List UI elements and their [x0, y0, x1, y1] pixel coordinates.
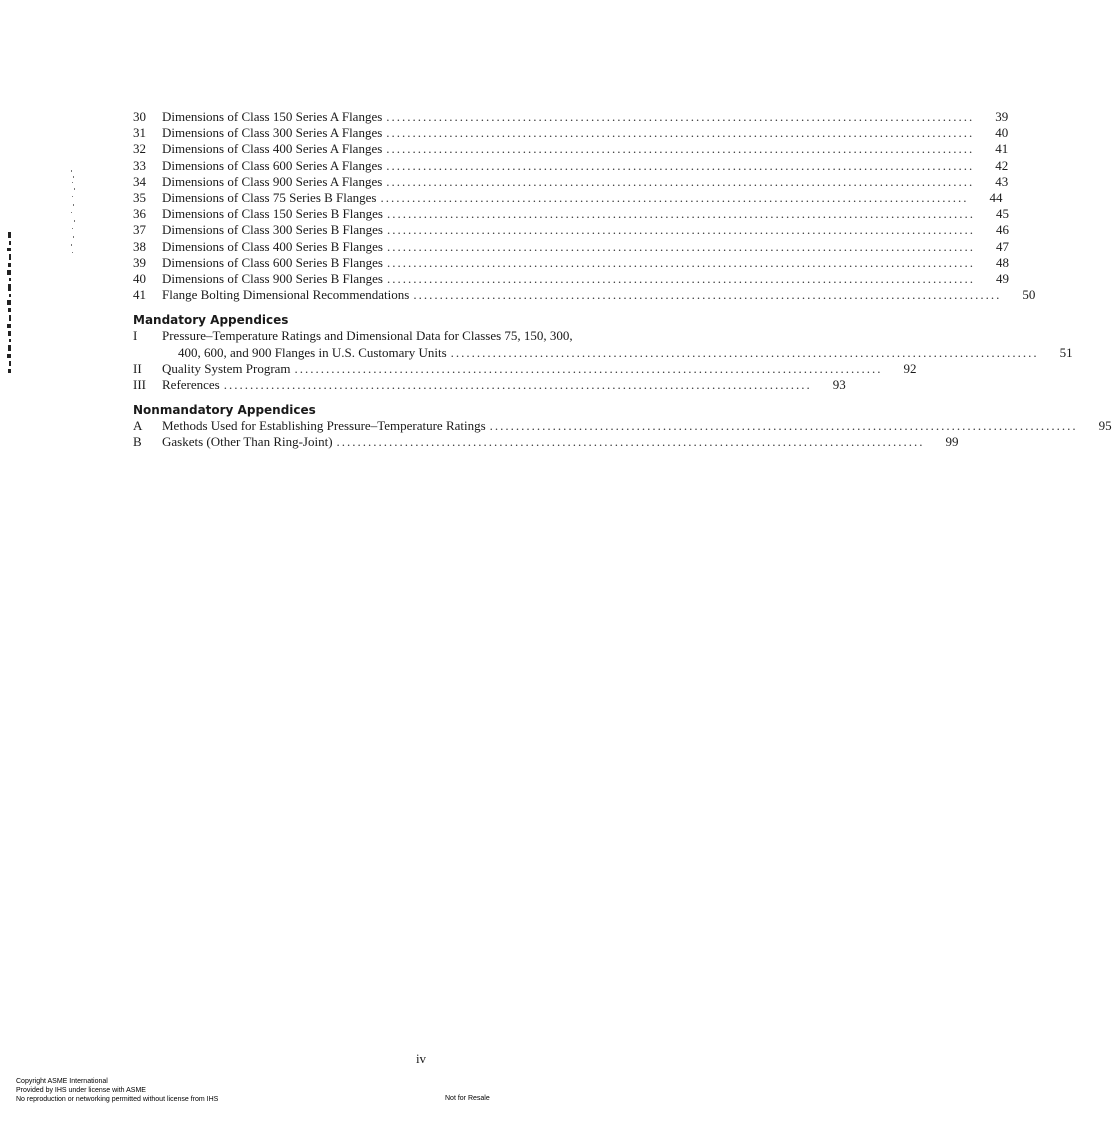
toc-entry[interactable]: [133, 157, 1009, 174]
toc-entry[interactable]: [133, 109, 1009, 125]
toc-entry-page: 93: [832, 377, 846, 393]
copyright-line: Copyright ASME International: [16, 1078, 108, 1085]
leader-dots: ................................................................................................................: [386, 125, 975, 141]
toc-entry-number: 33: [133, 157, 146, 173]
nonmandatory-appendices-heading: Nonmandatory Appendices: [133, 403, 316, 418]
toc-entry[interactable]: [133, 328, 1073, 360]
toc-entry-title-line2: 400, 600, and 900 Flanges in U.S. Customary Units: [178, 344, 447, 360]
toc-entry-page: 44: [989, 190, 1003, 206]
toc-entry-page: 47: [996, 238, 1009, 254]
toc-entry[interactable]: [133, 254, 1009, 271]
leader-dots: ................................................................................................................: [413, 287, 1002, 303]
table-of-contents: [133, 109, 1112, 451]
leader-dots: ................................................................................................................: [223, 377, 812, 393]
toc-entry[interactable]: [133, 287, 1036, 303]
toc-entry-title: Methods Used for Establishing Pressure–Temperature Ratings: [162, 418, 486, 434]
leader-dots: ................................................................................................................: [386, 157, 975, 173]
toc-entry-title: Gaskets (Other Than Ring-Joint): [162, 434, 333, 450]
toc-entry[interactable]: [133, 141, 1009, 157]
toc-entry-page: 41: [995, 141, 1009, 157]
leader-dots: ................................................................................................................: [489, 418, 1078, 434]
leader-dots: ................................................................................................................: [387, 206, 975, 222]
toc-entry-page: 92: [903, 360, 917, 376]
toc-entry[interactable]: [133, 434, 959, 450]
toc-entry-title: Dimensions of Class 900 Series A Flanges: [162, 173, 383, 189]
leader-dots: ................................................................................................................: [380, 190, 969, 206]
page-number: iv: [415, 1051, 427, 1066]
leader-dots: ................................................................................................................: [386, 141, 975, 157]
toc-entry-number: 35: [133, 190, 146, 206]
toc-entry-title: Dimensions of Class 300 Series A Flanges: [162, 125, 383, 141]
toc-entry-title: Dimensions of Class 150 Series B Flanges: [162, 206, 383, 222]
toc-entry-title: Dimensions of Class 75 Series B Flanges: [162, 190, 377, 206]
toc-entry[interactable]: [133, 206, 1009, 222]
toc-entry-number: 37: [133, 222, 146, 238]
toc-entry-number: 41: [133, 287, 146, 303]
toc-entry-title-line1: Pressure–Temperature Ratings and Dimensional Data for Classes 75, 150, 300,: [162, 328, 573, 344]
toc-entry[interactable]: [133, 125, 1009, 141]
toc-entry-title: Dimensions of Class 300 Series B Flanges: [162, 222, 383, 238]
leader-dots: ................................................................................................................: [387, 238, 975, 254]
leader-dots: ................................................................................................................: [387, 222, 975, 238]
toc-entry-page: 48: [996, 254, 1009, 270]
toc-entry[interactable]: [133, 360, 917, 377]
copyright-notice: [16, 1077, 218, 1104]
toc-entry[interactable]: [133, 238, 1009, 255]
toc-entry-page: 45: [996, 206, 1009, 222]
toc-entry[interactable]: [133, 418, 1112, 434]
toc-entry-number: 39: [133, 254, 146, 270]
toc-entry-page: 49: [996, 271, 1009, 287]
mandatory-appendices-heading: Mandatory Appendices: [133, 313, 289, 328]
leader-dots: ................................................................................................................: [387, 271, 975, 287]
toc-entry-title: Dimensions of Class 600 Series B Flanges: [162, 254, 383, 270]
toc-entry[interactable]: [133, 190, 1003, 206]
toc-entry-number: 40: [133, 271, 146, 287]
toc-entry-number: 36: [133, 206, 146, 222]
not-for-resale-notice: Not for Resale: [445, 1095, 490, 1102]
copyright-line: No reproduction or networking permitted without license from IHS: [16, 1096, 219, 1103]
leader-dots: ................................................................................................................: [450, 344, 1039, 360]
toc-entry-number: 31: [133, 125, 146, 141]
toc-entry-number: 32: [133, 141, 146, 157]
toc-entry-page: 99: [945, 434, 959, 450]
leader-dots: ................................................................................................................: [387, 254, 975, 270]
toc-entry-page: 42: [995, 157, 1009, 173]
toc-entry-number: III: [133, 377, 146, 393]
toc-entry-title: Dimensions of Class 400 Series A Flanges: [162, 141, 383, 157]
toc-entry-page: 40: [995, 125, 1009, 141]
toc-entry[interactable]: [133, 377, 846, 393]
leader-dots: ................................................................................................................: [386, 109, 975, 124]
toc-entry-title: References: [162, 377, 220, 393]
toc-entry-page: 51: [1059, 344, 1073, 360]
toc-entry-number: I: [133, 328, 138, 344]
toc-entry[interactable]: [133, 173, 1009, 190]
toc-entry-number: 30: [133, 109, 146, 124]
copyright-line: Provided by IHS under license with ASME: [16, 1087, 146, 1094]
toc-entry-title: Flange Bolting Dimensional Recommendations: [162, 287, 410, 303]
toc-entry-number: A: [133, 418, 143, 434]
toc-entry[interactable]: [133, 271, 1009, 287]
toc-entry-title: Dimensions of Class 150 Series A Flanges: [162, 109, 383, 124]
leader-dots: ................................................................................................................: [294, 360, 883, 376]
toc-entry-title: Quality System Program: [162, 360, 291, 376]
toc-entry-number: B: [133, 434, 142, 450]
toc-entry-title: Dimensions of Class 400 Series B Flanges: [162, 238, 383, 254]
toc-entry-number: 38: [133, 238, 146, 254]
toc-entry-page: 50: [1022, 287, 1036, 303]
toc-entry-number: 34: [133, 173, 146, 189]
toc-entry-title: Dimensions of Class 600 Series A Flanges: [162, 157, 383, 173]
toc-entry-page: 39: [995, 109, 1009, 124]
toc-entry-page: 43: [995, 173, 1009, 189]
toc-entry-page: 46: [996, 222, 1009, 238]
leader-dots: ................................................................................................................: [336, 434, 925, 450]
toc-entry[interactable]: [133, 222, 1009, 238]
margin-scan-artifact: [4, 168, 84, 383]
toc-entry-title: Dimensions of Class 900 Series B Flanges: [162, 271, 383, 287]
toc-entry-page: 95: [1098, 418, 1112, 434]
toc-entry-number: II: [133, 360, 142, 376]
leader-dots: ................................................................................................................: [386, 173, 975, 189]
